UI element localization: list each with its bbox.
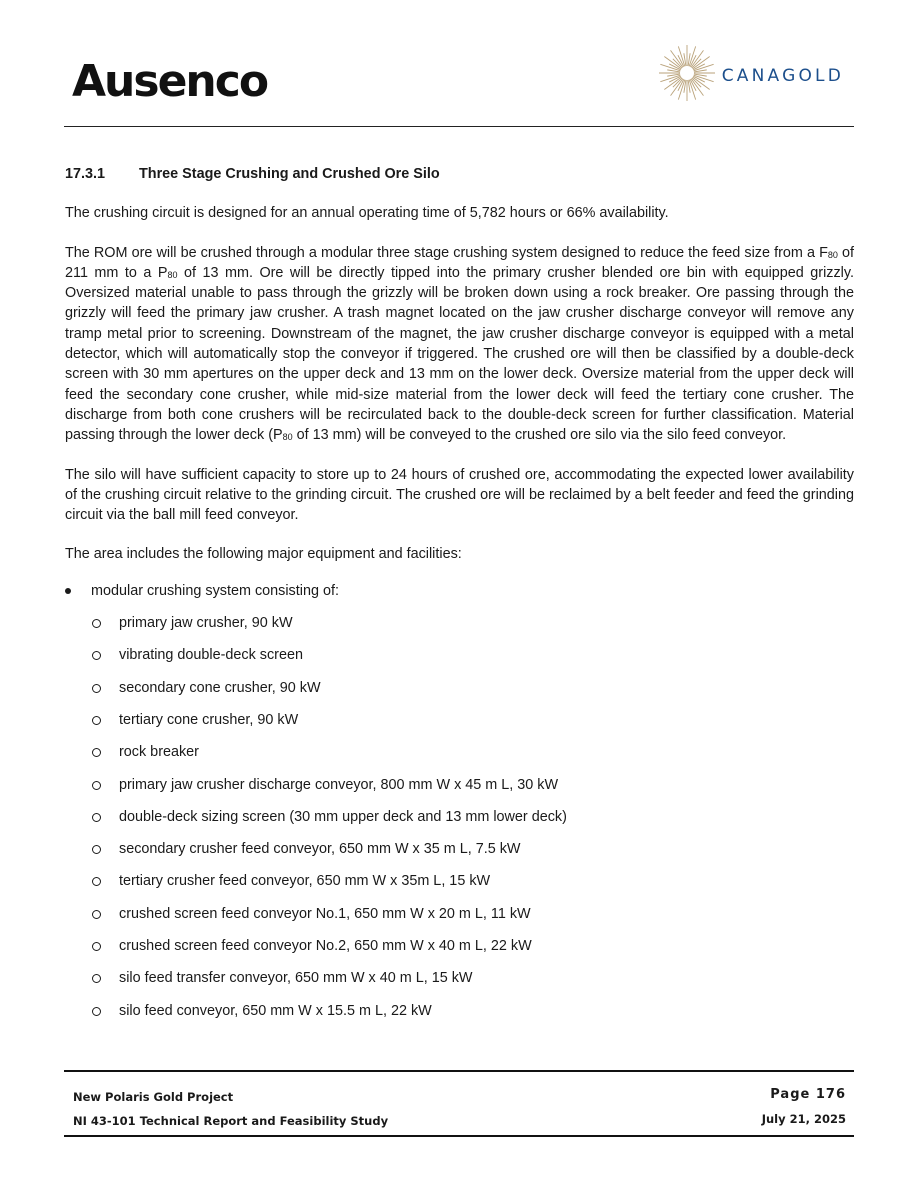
- subscript: 80: [827, 249, 838, 260]
- circle-bullet-icon: [92, 684, 101, 693]
- circle-bullet-icon: [92, 974, 101, 983]
- list-item-label: modular crushing system consisting of:: [91, 582, 339, 599]
- paragraph-text: of 13 mm. Ore will be directly tipped into the primary crusher blended ore bin with equipped grizzly. Oversized material unable to pass through the grizzly will be broken down using a rock breaker. Ore passing through the grizzly will feed the primary jaw crusher. A trash magnet located on the jaw crusher discharge conveyor will remove any tramp metal prior to screening. Downstream of the magnet, the jaw crusher discharge conveyor is equipped with a metal detector, which will automatically stop the conveyor if triggered. The crushed ore will then be classified by a double-deck screen with 30 mm apertures on the upper deck and 13 mm on the lower deck. Oversize material from the upper deck will feed the secondary cone crusher, while mid-size material from the lower deck will feed the tertiary cone crusher. The discharge from both cone crushers will be recirculated back to the double-deck screen for further classification. Material passing through the lower deck (P: [65, 264, 854, 444]
- sub-list-item: [65, 678, 854, 710]
- sub-list-item: [65, 839, 854, 871]
- footer-report-title: NI 43-101 Technical Report and Feasibility Study: [73, 1114, 389, 1128]
- sub-list-item-label: double-deck sizing screen (30 mm upper deck and 13 mm lower deck): [119, 808, 567, 825]
- paragraph-text: of 211 mm to a P: [65, 244, 855, 281]
- sub-list-item-label: tertiary cone crusher, 90 kW: [119, 711, 299, 728]
- bullet-icon: [65, 588, 71, 594]
- circle-bullet-icon: [92, 716, 101, 725]
- paragraph-text: The ROM ore will be crushed through a modular three stage crushing system designed to reduce the feed size from a F: [65, 244, 828, 261]
- list-item: [65, 581, 854, 601]
- sub-list-item-label: silo feed conveyor, 650 mm W x 15.5 m L, 22 kW: [119, 1002, 432, 1019]
- circle-bullet-icon: [92, 942, 101, 951]
- footer-divider-top: [64, 1070, 854, 1072]
- sub-list-item: [65, 710, 854, 742]
- section-number: 17.3.1: [65, 166, 106, 182]
- footer-right: [762, 1083, 846, 1131]
- paragraph-operating-time: The crushing circuit is designed for an annual operating time of 5,782 hours or 66% availability.: [65, 205, 669, 222]
- circle-bullet-icon: [92, 910, 101, 919]
- section-title: Three Stage Crushing and Crushed Ore Silo: [139, 166, 440, 182]
- subscript: 80: [282, 432, 293, 443]
- sub-list-item-label: primary jaw crusher, 90 kW: [119, 615, 293, 632]
- sub-list-item-label: rock breaker: [119, 744, 199, 761]
- sub-list-item: [65, 807, 854, 839]
- sub-list-item-label: secondary cone crusher, 90 kW: [119, 679, 321, 696]
- ausenco-logo: [72, 56, 268, 107]
- sub-list-item: [65, 613, 854, 645]
- circle-bullet-icon: [92, 877, 101, 886]
- canagold-sunburst-icon: [658, 42, 716, 109]
- sub-list-item: [65, 742, 854, 774]
- sub-list-item: [65, 775, 854, 807]
- sub-list-item-label: crushed screen feed conveyor No.2, 650 mm W x 40 m L, 22 kW: [119, 938, 532, 955]
- section-heading: [65, 164, 854, 184]
- page-header: [64, 40, 854, 126]
- main-content: [65, 164, 854, 1033]
- equipment-sub-list: [65, 613, 854, 1033]
- circle-bullet-icon: [92, 619, 101, 628]
- footer-project-name: New Polaris Gold Project: [73, 1090, 234, 1104]
- paragraph-crushing-process: [65, 243, 854, 446]
- subscript: 80: [167, 269, 178, 280]
- circle-bullet-icon: [92, 845, 101, 854]
- sub-list-item: [65, 1001, 854, 1033]
- footer-divider-bottom: [64, 1135, 854, 1137]
- circle-bullet-icon: [92, 748, 101, 757]
- sub-list-item-label: silo feed transfer conveyor, 650 mm W x 40 m L, 15 kW: [119, 970, 473, 987]
- canagold-logo-text: CANAGOLD: [721, 65, 844, 86]
- circle-bullet-icon: [92, 1007, 101, 1016]
- header-divider: [64, 126, 854, 127]
- sub-list-item: [65, 936, 854, 968]
- footer-left: [73, 1085, 388, 1133]
- ausenco-logo-text: Ausenco: [72, 56, 268, 107]
- circle-bullet-icon: [92, 813, 101, 822]
- paragraph-equipment-intro: The area includes the following major equipment and facilities:: [65, 546, 462, 563]
- sub-list-item-label: primary jaw crusher discharge conveyor, 800 mm W x 45 m L, 30 kW: [119, 776, 559, 793]
- sub-list-item: [65, 904, 854, 936]
- circle-bullet-icon: [92, 781, 101, 790]
- circle-bullet-icon: [92, 651, 101, 660]
- footer-date: July 21, 2025: [761, 1112, 846, 1126]
- sub-list-item-label: vibrating double-deck screen: [119, 647, 303, 664]
- sub-list-item: [65, 645, 854, 677]
- page-number: Page 176: [770, 1087, 846, 1102]
- sub-list-item-label: crushed screen feed conveyor No.1, 650 mm W x 20 m L, 11 kW: [119, 905, 531, 922]
- paragraph-silo-capacity: The silo will have sufficient capacity to store up to 24 hours of crushed ore, accommodating the expected lower availability of the crushing circuit relative to the grinding circuit. The crushed ore will be reclaimed by a belt feeder and feed the grinding circuit via the ball mill feed conveyor.: [65, 466, 854, 524]
- sub-list-item: [65, 968, 854, 1000]
- sub-list-item-label: tertiary crusher feed conveyor, 650 mm W x 35m L, 15 kW: [119, 873, 491, 890]
- sub-list-item-label: secondary crusher feed conveyor, 650 mm W x 35 m L, 7.5 kW: [119, 841, 521, 858]
- canagold-logo: [658, 42, 844, 109]
- sub-list-item: [65, 871, 854, 903]
- equipment-list: [65, 581, 854, 601]
- paragraph-text: of 13 mm) will be conveyed to the crushed ore silo via the silo feed conveyor.: [292, 427, 787, 444]
